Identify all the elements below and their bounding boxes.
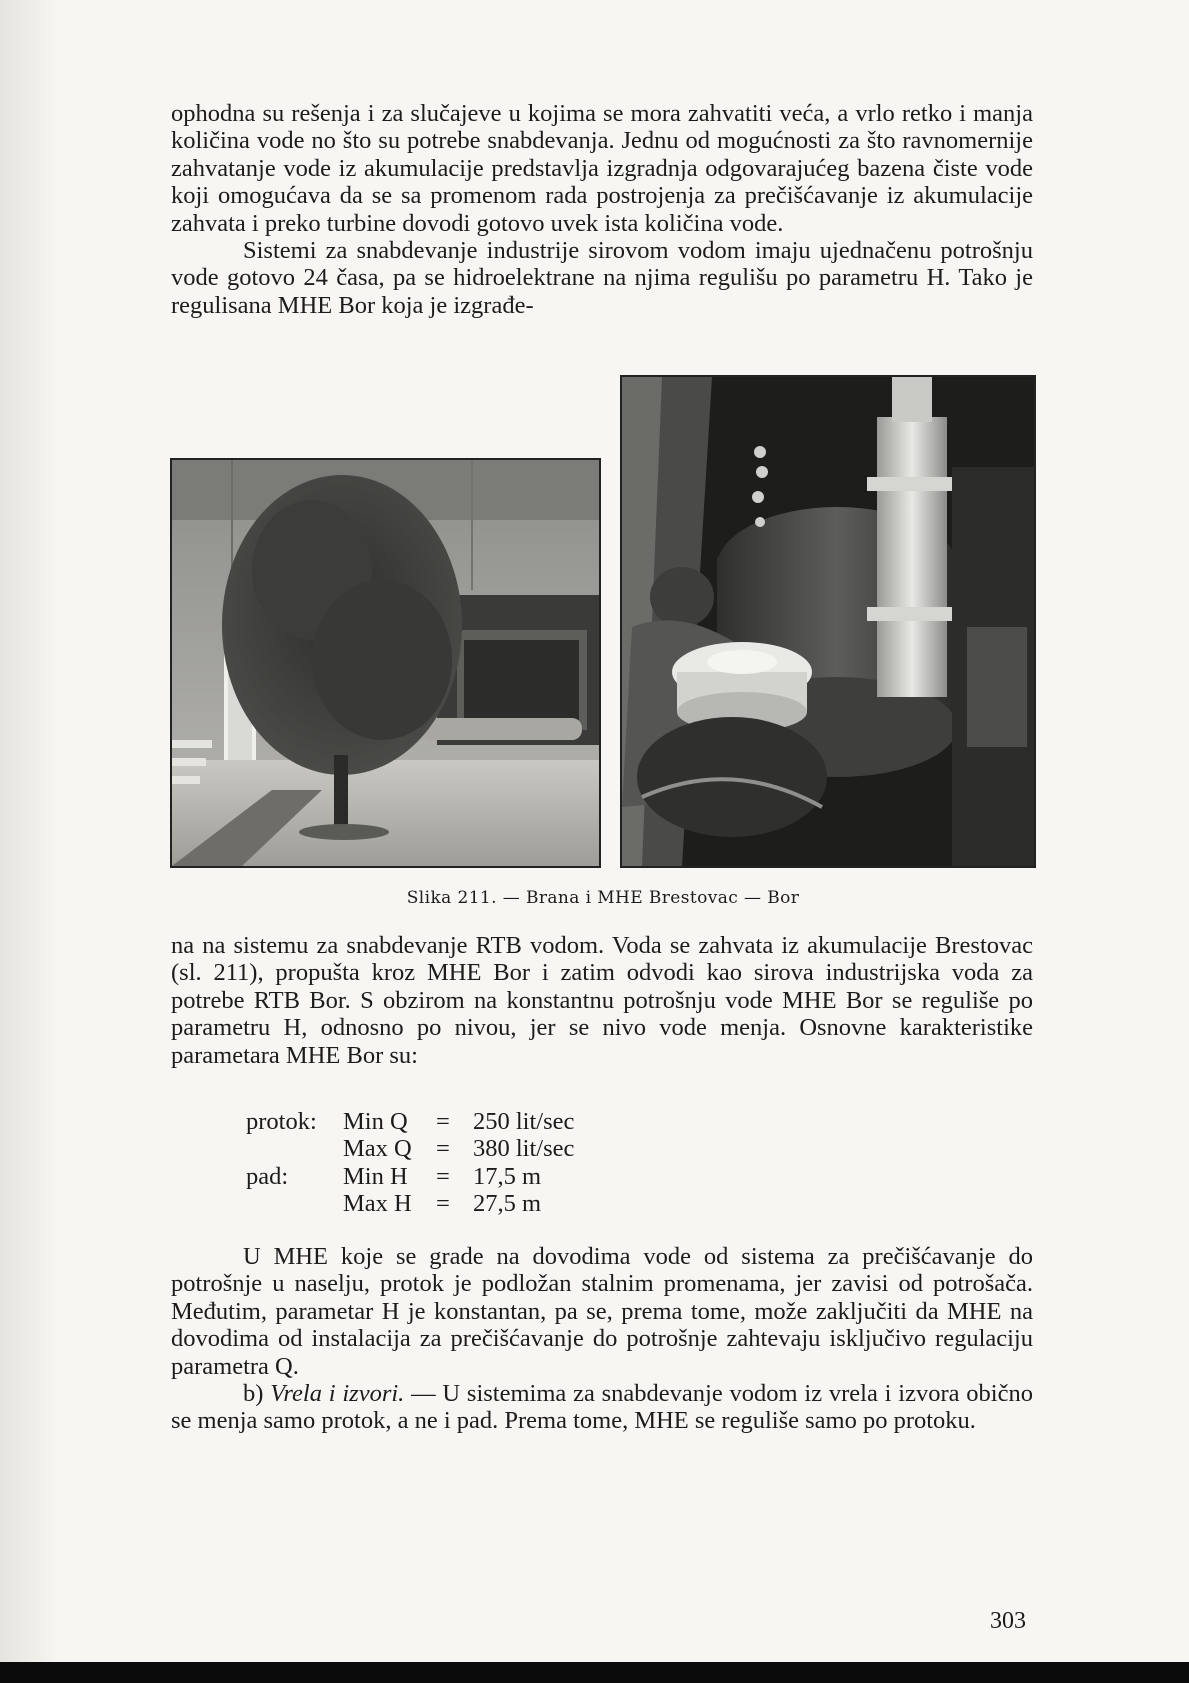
scan-edge-shadow bbox=[0, 0, 58, 1683]
param-label: protok: bbox=[246, 1108, 317, 1135]
paragraph-5-text: — U sistemima za snabdevanje vodom iz vrela i izvora obično se menja samo protok, a ne i pad. Prema tome, MHE se reguliše samo po protoku. bbox=[171, 1380, 1033, 1435]
param-equals: = bbox=[436, 1190, 450, 1218]
paragraph-5 bbox=[171, 1380, 1033, 1435]
paragraph-5-heading: Vrela i izvori. bbox=[270, 1380, 405, 1408]
paragraph-3: na na sistemu za snabdevanje RTB vodom. Voda se zahvata iz akumulacije Brestovac (sl. 211), propušta kroz MHE Bor i zatim odvodi kao sirova industrijska voda za potrebe RTB Bor. S obzirom na konstantnu potrošnju vode MHE Bor se reguliše po parametru H, odnosno po nivou, jer se nivo vode menja. Osnovne karakteristike parametara MHE Bor su: bbox=[171, 932, 1033, 1069]
paragraph-4: U MHE koje se grade na dovodima vode od sistema za prečišćavanje do potrošnje u naselju, protok je podložan stalnim promenama, jer zavisi od potrošača. Međutim, parametar H je konstantan, pa se, prema tome, može zaključiti da MHE na dovodima od instalacija za prečišćavanje do potrošnje zahtevaju isključivo regulaciju parametra Q. bbox=[171, 1243, 1033, 1380]
text-middle bbox=[171, 932, 1033, 1069]
figure-caption: Slika 211. — Brana i MHE Brestovac — Bor bbox=[406, 888, 800, 908]
text-top bbox=[171, 100, 1033, 319]
param-value: 17,5 m bbox=[473, 1162, 542, 1190]
param-symbol: Min H bbox=[343, 1162, 408, 1190]
photo-turbine-mhe-bor bbox=[620, 375, 1036, 868]
paragraph-2: Sistemi za snabdevanje industrije sirovom vodom imaju ujednačenu potrošnju vode gotovo 24 časa, pa se hidroelektrane na njima regulišu po parametru H. Tako je regulisana MHE Bor koja je izgrađe- bbox=[171, 237, 1033, 319]
text-bottom bbox=[171, 1243, 1033, 1435]
param-symbol: Max Q bbox=[343, 1135, 412, 1163]
paragraph-1: ophodna su rešenja i za slučajeve u kojima se mora zahvatiti veća, a vrlo retko i manja količina vode no što su potrebe snabdevanja. Jednu od mogućnosti za što ravnomernije zahvatanje vode iz akumulacije predstavlja izgradnja odgovarajućeg bazena čiste vode koji omogućava da se sa promenom rada postrojenja za prečišćavanje iz akumulacije zahvata i preko turbine dovodi gotovo uvek ista količina vode. bbox=[171, 100, 1033, 237]
param-symbol: Min Q bbox=[343, 1108, 408, 1135]
param-equals: = bbox=[436, 1162, 450, 1190]
param-value: 250 lit/sec bbox=[473, 1108, 575, 1135]
param-equals: = bbox=[436, 1135, 450, 1163]
paragraph-5-lead: b) bbox=[243, 1380, 264, 1408]
scan-bottom-bar bbox=[0, 1662, 1189, 1683]
param-value: 27,5 m bbox=[473, 1190, 542, 1218]
param-label: pad: bbox=[246, 1162, 289, 1190]
param-value: 380 lit/sec bbox=[473, 1135, 575, 1163]
page-number: 303 bbox=[990, 1608, 1026, 1634]
photo-dam-brestovac bbox=[170, 458, 601, 868]
param-equals: = bbox=[436, 1108, 450, 1135]
param-symbol: Max H bbox=[343, 1190, 412, 1218]
